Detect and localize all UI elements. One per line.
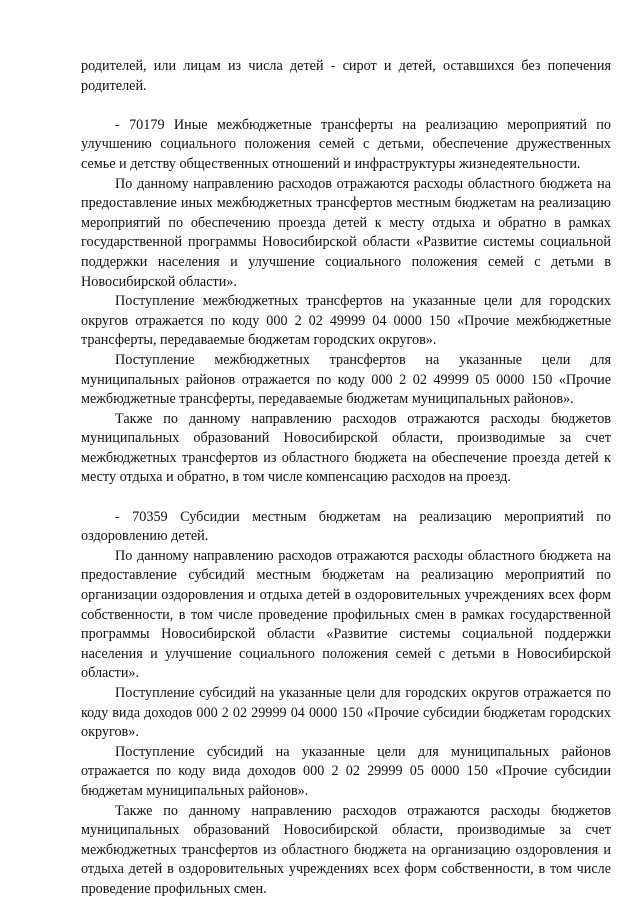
paragraph: По данному направлению расходов отражаются расходы областного бюджета на предоставление иных межбюджетных трансфертов местным бюджетам на реализацию мероприятий по обеспечению проезда детей к месту отдыха и обратно в рамках государственной программы Новосибирской области «Развитие системы социальной поддержки населения и улучшение социального положения семей с детьми в Новосибирской области». bbox=[81, 175, 611, 290]
section-heading-70179: - 70179 Иные межбюджетные трансферты на реализацию мероприятий по улучшению социального положения семей с детьми, обеспечение дружественных семье и детству общественных отношений и инфраструктуры жизнедеятельности. bbox=[81, 116, 611, 172]
paragraph: Также по данному направлению расходов отражаются расходы бюджетов муниципальных образований Новосибирской области, производимые за счет межбюджетных трансфертов из областного бюджета на обеспечение проезда детей к месту отдыха и обратно, в том числе компенсацию расходов на проезд. bbox=[81, 410, 611, 486]
document-body bbox=[81, 57, 611, 900]
paragraph-gap bbox=[81, 96, 611, 116]
paragraph: Также по данному направлению расходов отражаются расходы бюджетов муниципальных образований Новосибирской области, производимые за счет межбюджетных трансфертов из областного бюджета на организацию оздоровления и отдыха детей в оздоровительных учреждениях всех форм собственности, в том числе проведение профильных смен. bbox=[81, 802, 611, 897]
paragraph: Поступление межбюджетных трансфертов на указанные цели для муниципальных районов отражается по коду 000 2 02 49999 05 0000 150 «Прочие межбюджетные трансферты, передаваемые бюджетам муниципальных районов». bbox=[81, 351, 611, 408]
section-heading-70359: - 70359 Субсидии местным бюджетам на реализацию мероприятий по оздоровлению детей. bbox=[81, 508, 611, 545]
paragraph-continuation: родителей, или лицам из числа детей - сирот и детей, оставшихся без попечения родителей. bbox=[81, 58, 611, 94]
paragraph: Поступление субсидий на указанные цели для городских округов отражается по коду вида доходов 000 2 02 29999 04 0000 150 «Прочие субсидии бюджетам городских округов». bbox=[81, 685, 611, 741]
paragraph-gap bbox=[81, 488, 611, 508]
paragraph: По данному направлению расходов отражаются расходы областного бюджета на предоставление субсидий местным бюджетам на реализацию мероприятий по организации оздоровления и отдыха детей в оздоровительных учреждениях всех форм собственности, в том числе проведение профильных смен в рамках государственной программы Новосибирской области «Развитие системы социальной поддержки населения и улучшение социального положения семей с детьми в Новосибирской области». bbox=[81, 547, 611, 682]
paragraph: Поступление субсидий на указанные цели для муниципальных районов отражается по коду вида доходов 000 2 02 29999 05 0000 150 «Прочие субсидии бюджетам муниципальных районов». bbox=[81, 743, 611, 799]
paragraph: Поступление межбюджетных трансфертов на указанные цели для городских округов отражается по коду 000 2 02 49999 04 0000 150 «Прочие межбюджетные трансферты, передаваемые бюджетам городских округов». bbox=[81, 293, 611, 349]
